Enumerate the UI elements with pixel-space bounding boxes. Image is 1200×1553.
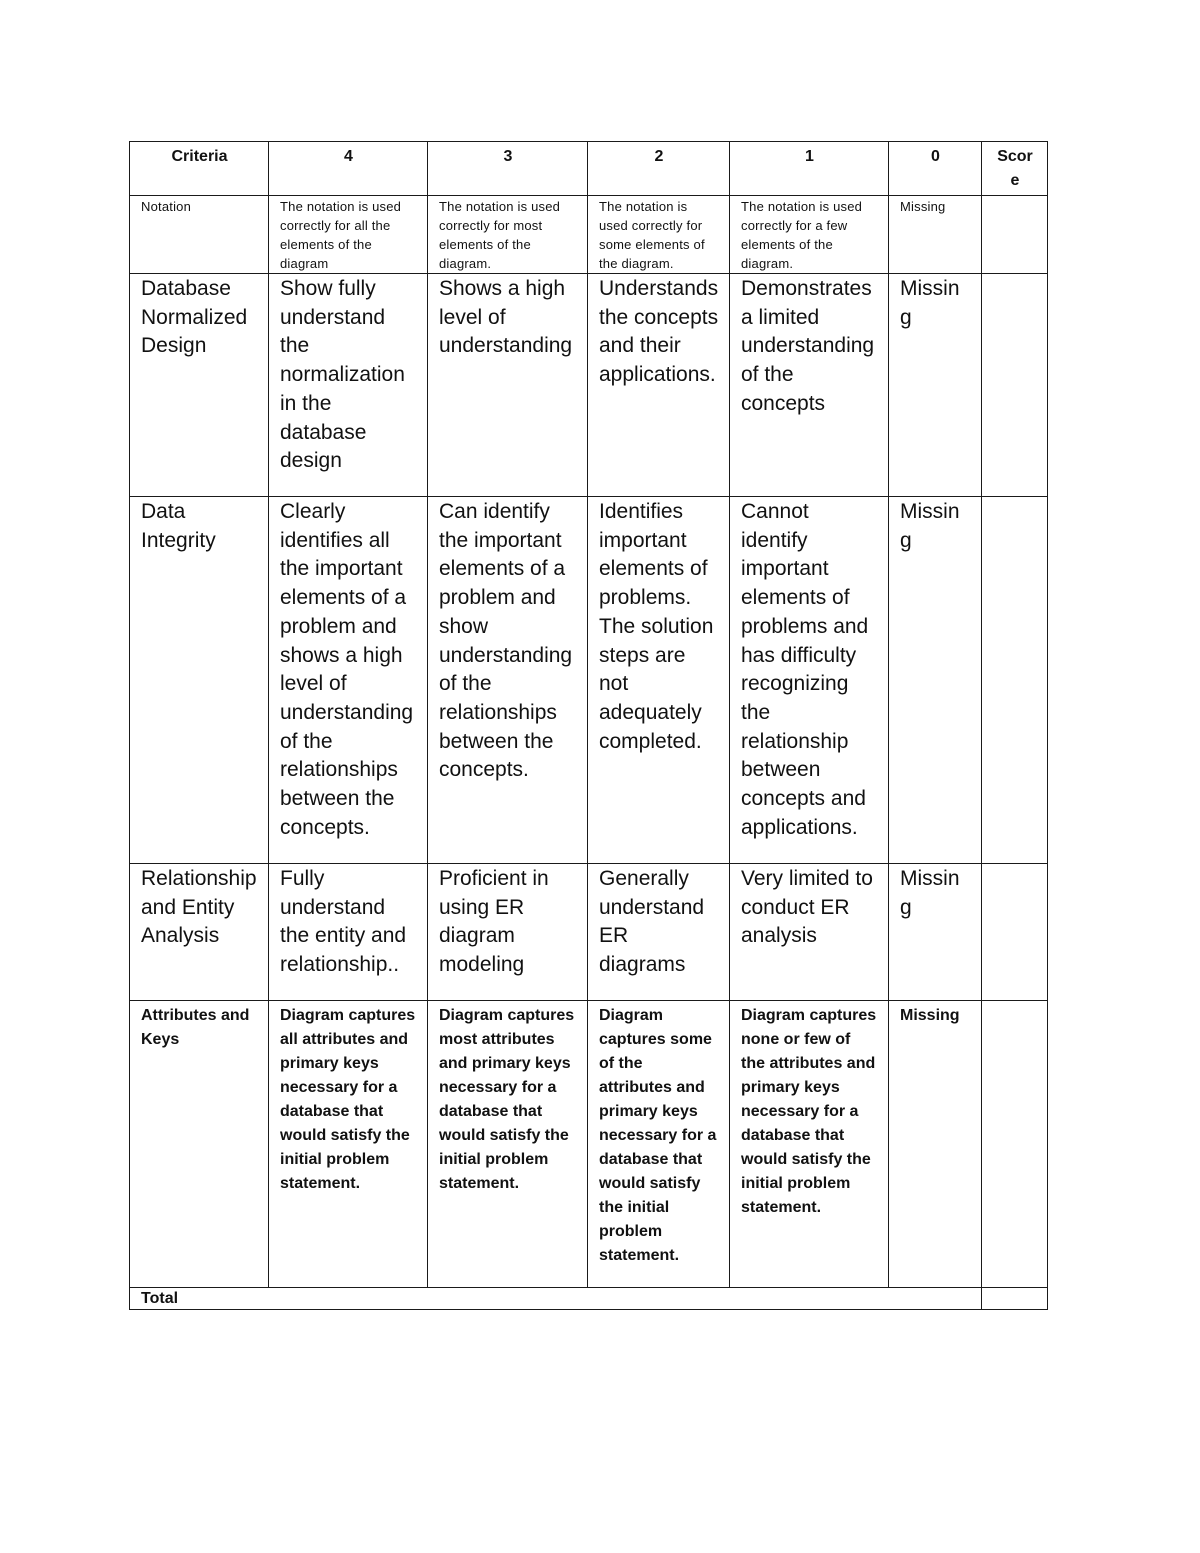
level-3-cell: The notation is used correctly for most elements of the diagram. (428, 196, 588, 274)
level-1-cell: The notation is used correctly for a few elements of the diagram. (730, 196, 889, 274)
table-row (130, 274, 1048, 497)
level-1-cell: Diagram captures none or few of the attributes and primary keys necessary for a database that would satisfy the initial problem statement. (730, 1001, 889, 1288)
level-3-cell: Can identify the important elements of a problem and show understanding of the relationships between the concepts. (428, 497, 588, 864)
table-row (130, 1001, 1048, 1288)
criteria-cell: Relationship and Entity Analysis (130, 864, 269, 1001)
header-score-4: 4 (269, 142, 428, 196)
level-0-cell: Missing (889, 864, 982, 1001)
level-1-cell: Very limited to conduct ER analysis (730, 864, 889, 1001)
total-row (130, 1288, 1048, 1310)
score-cell (982, 274, 1048, 497)
level-4-cell: Clearly identifies all the important elements of a problem and shows a high level of understanding of the relationships between the concepts. (269, 497, 428, 864)
level-4-cell: Diagram captures all attributes and primary keys necessary for a database that would satisfy the initial problem statement. (269, 1001, 428, 1288)
level-1-cell: Cannot identify important elements of problems and has difficulty recognizing the relationship between concepts and applications. (730, 497, 889, 864)
score-cell (982, 864, 1048, 1001)
score-cell (982, 196, 1048, 274)
total-label: Total (130, 1288, 982, 1310)
level-1-cell: Demonstrates a limited understanding of the concepts (730, 274, 889, 497)
total-score-cell (982, 1288, 1048, 1310)
table-row (130, 497, 1048, 864)
table-row (130, 864, 1048, 1001)
header-score: Score (982, 142, 1048, 196)
rubric-table (129, 141, 1048, 1310)
score-cell (982, 1001, 1048, 1288)
header-criteria: Criteria (130, 142, 269, 196)
level-4-cell: Show fully understand the normalization in the database design (269, 274, 428, 497)
level-4-cell: Fully understand the entity and relationship.. (269, 864, 428, 1001)
level-3-cell: Proficient in using ER diagram modeling (428, 864, 588, 1001)
header-row (130, 142, 1048, 196)
level-3-cell: Diagram captures most attributes and primary keys necessary for a database that would satisfy the initial problem statement. (428, 1001, 588, 1288)
level-0-cell: Missing (889, 196, 982, 274)
header-score-2: 2 (588, 142, 730, 196)
level-0-cell: Missing (889, 274, 982, 497)
level-0-cell: Missing (889, 1001, 982, 1288)
level-2-cell: Diagram captures some of the attributes and primary keys necessary for a database that would satisfy the initial problem statement. (588, 1001, 730, 1288)
header-score-3: 3 (428, 142, 588, 196)
level-2-cell: Generally understand ER diagrams (588, 864, 730, 1001)
level-0-cell: Missing (889, 497, 982, 864)
level-2-cell: Identifies important elements of problems. The solution steps are not adequately completed. (588, 497, 730, 864)
level-4-cell: The notation is used correctly for all the elements of the diagram (269, 196, 428, 274)
criteria-cell: Data Integrity (130, 497, 269, 864)
criteria-cell: Notation (130, 196, 269, 274)
level-2-cell: The notation is used correctly for some elements of the diagram. (588, 196, 730, 274)
level-2-cell: Understands the concepts and their applications. (588, 274, 730, 497)
header-score-1: 1 (730, 142, 889, 196)
criteria-cell: Attributes and Keys (130, 1001, 269, 1288)
level-3-cell: Shows a high level of understanding (428, 274, 588, 497)
score-cell (982, 497, 1048, 864)
table-row (130, 196, 1048, 274)
criteria-cell: Database Normalized Design (130, 274, 269, 497)
header-score-0: 0 (889, 142, 982, 196)
